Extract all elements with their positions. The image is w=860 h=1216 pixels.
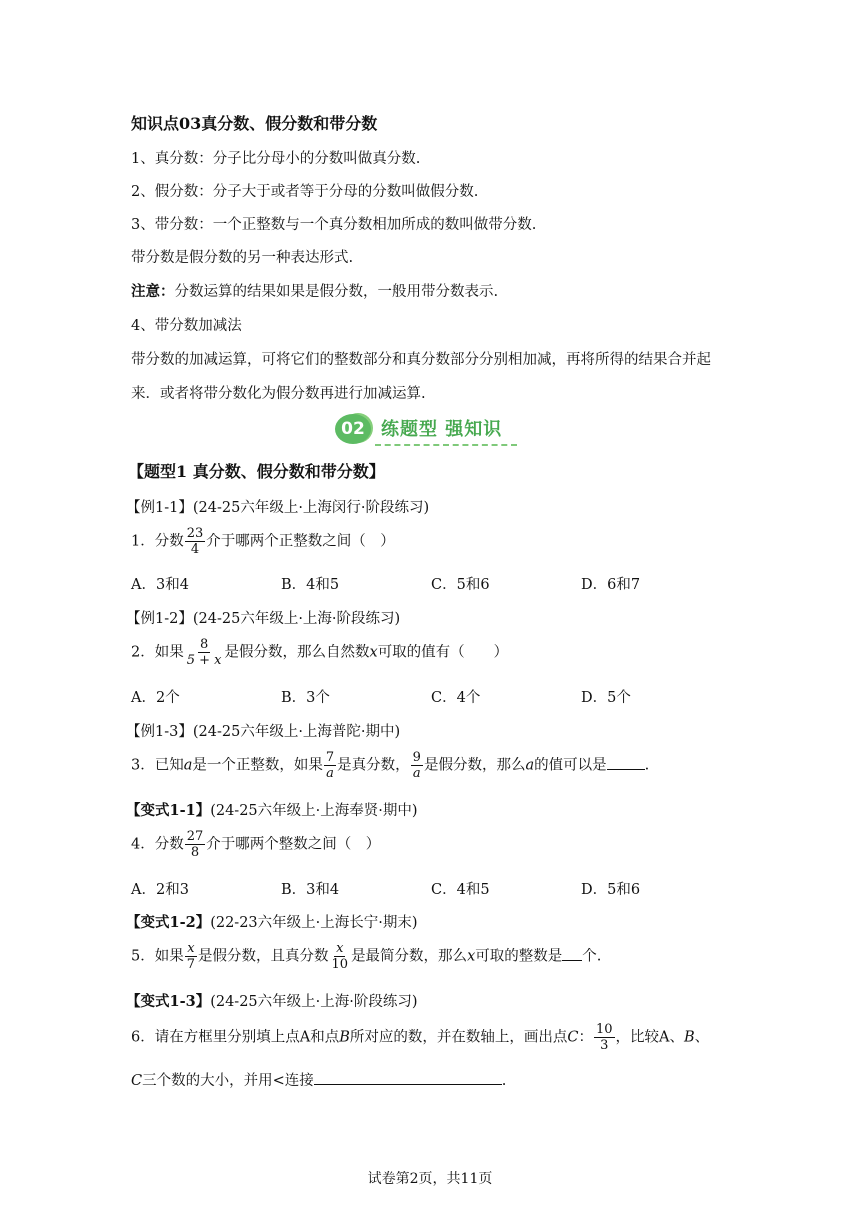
q2-numerator: 8 (199, 637, 209, 652)
q6-numerator: 10 (595, 1022, 613, 1037)
q1-pre: 1．分数 (131, 533, 184, 550)
q3-fraction-2 (411, 750, 423, 781)
q2-option-d[interactable]: D．5个 (581, 690, 631, 706)
q5-f2-denominator: 10 (331, 957, 349, 972)
q2-option-c[interactable]: C．4个 (431, 690, 481, 706)
q4-denominator: 8 (190, 845, 200, 860)
note-text: 分数运算的结果如果是假分数，一般用带分数表示. (174, 284, 499, 300)
q3-variable: a (183, 757, 193, 774)
point-1: 1、真分数：分子比分母小的分数叫做真分数. (131, 151, 421, 167)
q4-option-c[interactable]: C．4和5 (431, 882, 490, 898)
q4-option-d[interactable]: D．5和6 (581, 882, 641, 898)
q1-option-b[interactable]: B．4和5 (281, 577, 340, 593)
q3-f2-numerator: 9 (412, 750, 421, 765)
page-footer: 试卷第2页，共11页 (367, 1171, 493, 1187)
q6-var-b-2: B (684, 1029, 695, 1046)
banner-badge: 02 (335, 414, 371, 444)
q6-var-c: C (567, 1029, 579, 1046)
q3-stem (131, 750, 649, 781)
q2-option-b[interactable]: B．3个 (281, 690, 330, 706)
q4-pre: 4．分数 (131, 836, 184, 853)
q6-end: . (501, 1073, 507, 1089)
q1-stem (131, 526, 395, 557)
q6-stem-line-1 (131, 1022, 709, 1053)
q2-post: 是假分数，那么自然数 (224, 644, 370, 661)
q1-numerator: 23 (186, 526, 204, 541)
q6-answer-blank[interactable] (314, 1070, 502, 1085)
q5-mid1: 是假分数，且真分数 (198, 948, 329, 965)
q6-pre: 6．请在方框里分别填上点A和点 (131, 1029, 340, 1046)
q5-header (126, 911, 418, 932)
q1-source: (24-25六年级上·上海闵行·阶段练习) (192, 500, 430, 516)
note-line (131, 280, 498, 301)
q5-tag: 【变式1-2】 (126, 914, 211, 931)
q5-mid2: 是最简分数，那么 (351, 948, 468, 965)
q2-variable: x (369, 644, 378, 661)
section-heading: 知识点03真分数、假分数和带分数 (131, 114, 378, 133)
q6-source: (24-25六年级上·上海·阶段练习) (210, 994, 418, 1010)
q5-variable: x (467, 948, 476, 965)
q4-header (126, 799, 418, 820)
paragraph-line-1: 带分数的加减运算，可将它们的整数部分和真分数部分分别相加减，再将所得的结果合并起 (131, 352, 711, 368)
note-label: 注意： (131, 283, 175, 300)
q4-tag: 【变式1-1】 (126, 802, 211, 819)
q5-f2-numerator: x (336, 941, 344, 956)
q3-tag: 【例1-3】 (126, 724, 193, 740)
q3-f1-numerator: 7 (325, 750, 335, 765)
q3-f1-denominator: a (326, 766, 334, 781)
q2-tag: 【例1-2】 (126, 611, 193, 627)
q2-fraction (185, 637, 224, 668)
practice-banner (335, 413, 525, 447)
q4-option-b[interactable]: B．3和4 (281, 882, 340, 898)
banner-text: 练题型 强知识 (381, 419, 503, 440)
q5-source: (22-23六年级上·上海长宁·期末) (210, 915, 418, 931)
q2-options (131, 686, 731, 707)
q1-header (126, 496, 429, 517)
q6-stem-line-2 (131, 1069, 506, 1090)
q3-mid2: 是真分数， (337, 757, 410, 774)
q2-pre: 2．如果 (131, 644, 184, 661)
q2-stem (131, 637, 508, 668)
q6-fraction (594, 1022, 615, 1053)
q4-post: 介于哪两个整数之间（ ） (206, 836, 381, 853)
q3-answer-blank[interactable] (607, 755, 645, 770)
banner-divider (375, 444, 517, 446)
q6-colon: ： (578, 1029, 593, 1046)
q2-option-a[interactable]: A．2个 (131, 690, 180, 706)
q5-fraction-1 (185, 941, 197, 972)
q3-end: . (644, 757, 650, 774)
q1-denominator: 4 (190, 542, 200, 557)
q3-variable-2: a (525, 757, 535, 774)
q6-line2-mid: 三个数的大小，并用<连接 (142, 1073, 314, 1089)
q6-mid2: ，比较A、 (615, 1029, 684, 1046)
q2-post2: 可取的值有（ ） (377, 644, 509, 661)
q6-sep: 、 (694, 1029, 710, 1046)
q6-header (126, 990, 418, 1011)
paragraph-line-2: 来．或者将带分数化为假分数再进行加减运算. (131, 386, 426, 402)
q5-mid3: 可取的整数是 (475, 948, 563, 965)
q1-fraction (185, 526, 206, 557)
q1-option-a[interactable]: A．3和4 (131, 577, 189, 593)
q6-mid1: 所对应的数，并在数轴上，画出点 (349, 1029, 568, 1046)
q4-source: (24-25六年级上·上海奉贤·期中) (210, 803, 418, 819)
q5-pre: 5．如果 (131, 948, 184, 965)
q2-denominator: 5 + x (186, 653, 222, 668)
q4-fraction (185, 829, 206, 860)
point-3-note: 带分数是假分数的另一种表达形式. (131, 250, 354, 266)
q6-tag: 【变式1-3】 (126, 993, 211, 1010)
q5-fraction-2 (330, 941, 351, 972)
q6-denominator: 3 (600, 1038, 609, 1053)
q4-option-a[interactable]: A．2和3 (131, 882, 189, 898)
q1-post: 介于哪两个正整数之间（ ） (206, 533, 395, 550)
q5-stem (131, 941, 601, 972)
type-title: 【题型1 真分数、假分数和带分数】 (128, 462, 385, 481)
q5-end: 个. (582, 948, 602, 965)
q5-f1-numerator: x (187, 941, 195, 956)
q2-header (126, 607, 400, 628)
q3-f2-denominator: a (412, 766, 421, 781)
point-3: 3、带分数：一个正整数与一个真分数相加所成的数叫做带分数. (131, 217, 537, 233)
q1-options (131, 573, 731, 594)
q1-option-d[interactable]: D．6和7 (581, 577, 641, 593)
q3-mid4: 的值可以是 (534, 757, 607, 774)
q1-option-c[interactable]: C．5和6 (431, 577, 490, 593)
q4-numerator: 27 (186, 829, 204, 844)
q2-source: (24-25六年级上·上海·阶段练习) (192, 611, 401, 627)
q6-var-b: B (339, 1029, 350, 1046)
q6-var-c-2: C (131, 1073, 143, 1089)
q3-mid3: 是假分数，那么 (423, 757, 526, 774)
q1-tag: 【例1-1】 (126, 500, 193, 516)
point-2: 2、假分数：分子大于或者等于分母的分数叫做假分数. (131, 184, 479, 200)
q3-source: (24-25六年级上·上海普陀·期中) (192, 724, 401, 740)
q4-stem (131, 829, 380, 860)
q5-f1-denominator: 7 (186, 957, 196, 972)
q3-header (126, 720, 400, 741)
q3-pre: 3．已知 (131, 757, 184, 774)
q5-answer-blank[interactable] (562, 946, 582, 961)
q3-fraction-1 (324, 750, 336, 781)
q4-options (131, 878, 731, 899)
point-4: 4、带分数加减法 (131, 318, 242, 334)
q3-mid1: 是一个正整数，如果 (192, 757, 323, 774)
